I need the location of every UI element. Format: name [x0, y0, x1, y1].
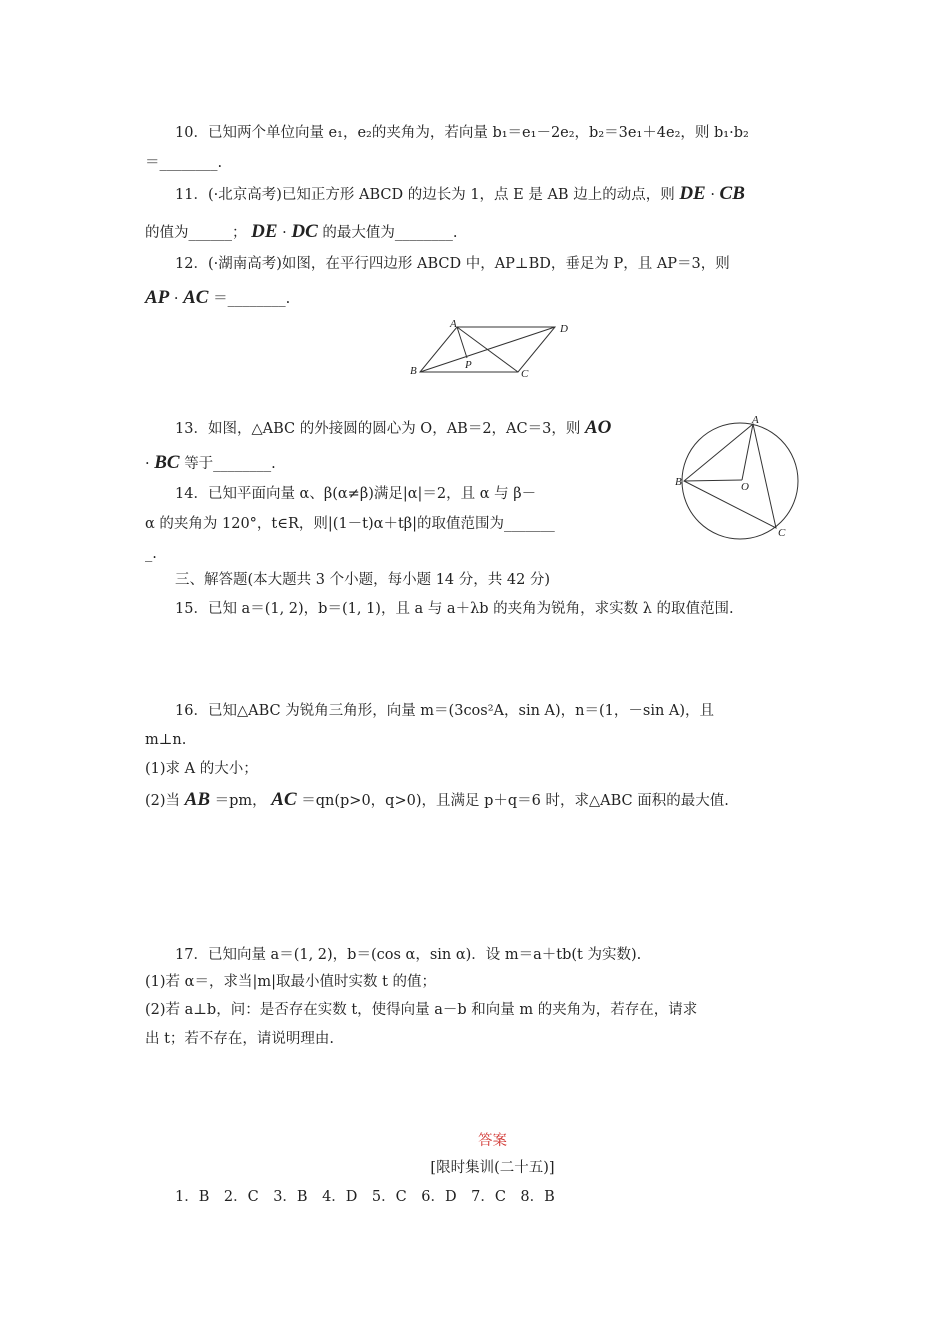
q15-line: 15．已知 a＝(1, 2)，b＝(1, 1)，且 a 与 a＋λb 的夹角为锐角，求实数 λ 的取值范围.	[175, 601, 734, 617]
triangle-abc	[684, 424, 776, 528]
label-c: C	[521, 368, 529, 380]
q13-line1	[175, 418, 611, 439]
segment-ap	[457, 327, 467, 358]
segment-bo	[684, 480, 742, 481]
label-b: B	[410, 365, 417, 377]
label-p: P	[465, 359, 472, 371]
q11-vector-de-2: DE	[251, 221, 278, 242]
q13-text: 13．如图，△ABC 的外接圆的圆心为 O，AB＝2，AC＝3，则	[175, 421, 581, 437]
q16-vector-ab: AB	[184, 789, 211, 810]
q12-line1: 12．(·湖南高考)如图，在平行四边形 ABCD 中，AP⊥BD，垂足为 P，且 AP＝3，则	[175, 256, 730, 272]
q12-dot: ·	[173, 291, 179, 307]
q12-line2	[145, 288, 290, 309]
q16-vector-ac: AC	[271, 789, 297, 810]
q12-vector-ac: AC	[183, 287, 209, 308]
label-a: A	[450, 318, 457, 330]
q11-vector-dc: DC	[291, 221, 318, 242]
q13-vector-bc: BC	[154, 452, 180, 473]
label-a: A	[752, 414, 759, 426]
q13-text-2: 等于________.	[184, 456, 276, 472]
q16-line4	[145, 790, 729, 811]
q11-vector-de: DE	[679, 183, 706, 204]
circle-figure	[672, 410, 807, 545]
label-c: C	[778, 527, 786, 539]
section-heading: 三、解答题(本大题共 3 个小题，每小题 14 分，共 42 分)	[175, 572, 551, 588]
q10-line2: ＝________.	[145, 155, 223, 171]
label-o: O	[741, 481, 749, 493]
q12-vector-ap: AP	[145, 287, 170, 308]
answer-title: 答案	[478, 1133, 507, 1149]
q17-line2: (1)若 α＝，求当|m|取最小值时实数 t 的值；	[145, 974, 437, 990]
answer-line: 1．B 2．C 3．B 4．D 5．C 6．D 7．C 8．B	[175, 1189, 555, 1205]
q16-text-a: (2)当	[145, 793, 181, 809]
q11-dot: ·	[710, 187, 715, 203]
q11-dot-2: ·	[282, 225, 287, 241]
q16-text-c: ＝qn(p>0，q>0)，且满足 p＋q＝6 时，求△ABC 面积的最大值.	[301, 793, 729, 809]
q14-line2: α 的夹角为 120°，t∈R，则|(1－t)α＋tβ|的取值范围为_______	[145, 516, 555, 532]
q11-vector-cb: CB	[719, 183, 745, 204]
q16-line2: m⊥n.	[145, 732, 187, 748]
q13-vector-ao: AO	[584, 417, 612, 438]
q16-line1: 16．已知△ABC 为锐角三角形，向量 m＝(3cos²A，sin A)，n＝(1，－sin A)，且	[175, 703, 715, 719]
q16-line3: (1)求 A 的大小；	[145, 761, 258, 777]
q13-line2	[145, 453, 276, 474]
q11-text-a: 11．(·北京高考)已知正方形 ABCD 的边长为 1，点 E 是 AB 边上的动点，则	[175, 187, 675, 203]
q16-text-b: ＝pm，	[214, 793, 267, 809]
q14-line1: 14．已知平面向量 α、β(α≠β)满足|α|＝2，且 α 与 β－	[175, 486, 537, 502]
q10-line1: 10．已知两个单位向量 e₁，e₂的夹角为，若向量 b₁＝e₁－2e₂，b₂＝3e₁＋4e₂，则 b₁·b₂	[175, 125, 749, 141]
q11-text-c: 的最大值为________.	[322, 225, 458, 241]
q17-line3: (2)若 a⊥b，问：是否存在实数 t，使得向量 a－b 和向量 m 的夹角为，若存在，请求	[145, 1002, 698, 1018]
q13-dot: ·	[145, 456, 150, 472]
parallelogram-figure	[405, 318, 585, 383]
answer-subtitle: [限时集训(二十五)]	[430, 1160, 555, 1176]
q14-line3: _.	[145, 546, 157, 562]
q17-line4: 出 t；若不存在，请说明理由.	[145, 1031, 335, 1047]
q11-line1	[175, 184, 745, 205]
label-b: B	[675, 476, 682, 488]
q11-line2	[145, 222, 457, 243]
q11-text-b: 的值为______；	[145, 225, 247, 241]
q12-text: ＝________.	[213, 291, 291, 307]
label-d: D	[560, 323, 568, 335]
q17-line1: 17．已知向量 a＝(1, 2)，b＝(cos α，sin α)．设 m＝a＋tb(t 为实数).	[175, 947, 642, 963]
segment-ao	[742, 424, 753, 480]
